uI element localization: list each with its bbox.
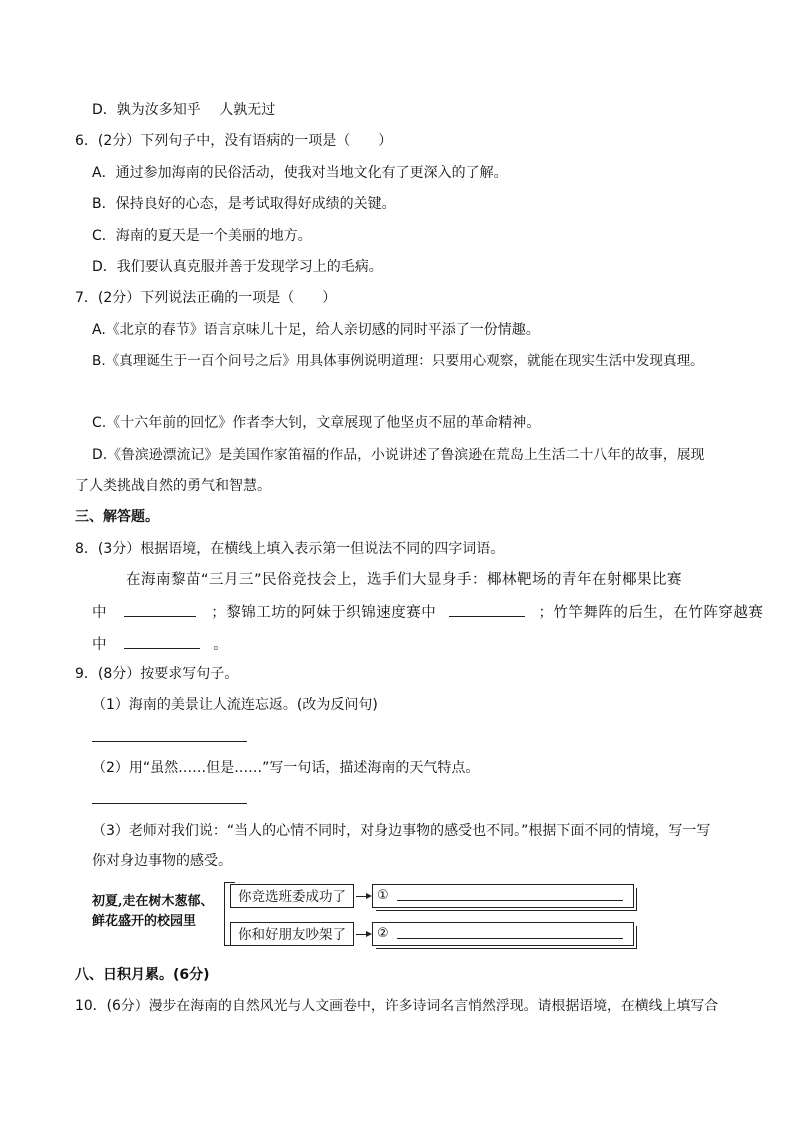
answer-line-2[interactable] bbox=[397, 938, 623, 939]
question-7: 7．(2分）下列说法正确的一项是（ ） bbox=[75, 290, 337, 306]
question-10: 10．(6分）漫步在海南的自然风光与人文画卷中，许多诗词名言悄然浮现。请根据语境，在横线上填写合 bbox=[75, 998, 719, 1014]
q9-subquestion-1: （1）海南的美景让人流连忘返。(改为反问句) bbox=[92, 697, 378, 713]
q5-option-d: D．孰为汝多知乎 人孰无过 bbox=[92, 102, 276, 118]
q6-option-b: B．保持良好的心态，是考试取得好成绩的关键。 bbox=[92, 196, 396, 212]
q7-option-d-continued: 了人类挑战自然的勇气和智慧。 bbox=[75, 478, 271, 494]
q8-blank-1[interactable] bbox=[124, 602, 196, 617]
question-8: 8．(3分）根据语境，在横线上填入表示第一但说法不同的四字词语。 bbox=[75, 541, 505, 557]
q9-subquestion-3: （3）老师对我们说：“当人的心情不同时，对身边事物的感受也不同。”根据下面不同的情境，写一写 bbox=[92, 823, 711, 839]
section-8-heading: 八、日积月累。(6分) bbox=[75, 967, 210, 983]
q8-text: ；竹竿舞阵的后生，在竹阵穿越赛 bbox=[538, 605, 764, 621]
answer-box-2[interactable] bbox=[372, 922, 634, 946]
q7-option-d: D.《鲁滨逊漂流记》是美国作家笛福的作品，小说讲述了鲁滨逊在荒岛上生活二十八年的故事，展现 bbox=[92, 447, 705, 463]
circled-number-1: ① bbox=[377, 888, 389, 903]
circled-number-2: ② bbox=[377, 926, 389, 941]
q6-option-d: D．我们要认真克服并善于发现学习上的毛病。 bbox=[92, 259, 383, 275]
q8-text: 。 bbox=[213, 637, 229, 653]
scene-line-1: 初夏,走在树木葱郁、 bbox=[92, 894, 214, 909]
q8-passage-line3 bbox=[92, 634, 228, 654]
arrow-right-icon bbox=[356, 934, 370, 935]
q8-text: 中 bbox=[92, 605, 107, 621]
q8-passage-line1: 在海南黎苗“三月三”民俗竞技会上，选手们大显身手：椰林靶场的青年在射椰果比赛 bbox=[126, 572, 683, 588]
q7-option-a: A.《北京的春节》语言京味儿十足，给人亲切感的同时平添了一份情趣。 bbox=[92, 322, 540, 338]
q8-text: 中 bbox=[92, 637, 107, 653]
q7-option-b: B.《真理诞生于一百个问号之后》用具体事例说明道理：只要用心观察，就能在现实生活中发现真理。 bbox=[92, 353, 704, 369]
scene-line-2: 鲜花盛开的校园里 bbox=[92, 914, 197, 929]
q9-subquestion-2: （2）用“虽然……但是……”写一句话，描述海南的天气特点。 bbox=[92, 760, 480, 776]
question-6: 6．(2分）下列句子中，没有语病的一项是（ ） bbox=[75, 133, 393, 149]
q6-option-a: A．通过参加海南的民俗活动，使我对当地文化有了更深入的了解。 bbox=[92, 165, 508, 181]
q9-answer-line-1[interactable] bbox=[92, 741, 247, 742]
answer-box-1[interactable] bbox=[372, 884, 634, 908]
situation-box-1: 你竞选班委成功了 bbox=[230, 884, 354, 908]
q8-blank-3[interactable] bbox=[124, 634, 200, 649]
question-9: 9．(8分）按要求写句子。 bbox=[75, 666, 239, 682]
q9-subquestion-3-continued: 你对身边事物的感受。 bbox=[92, 853, 232, 869]
section-3-heading: 三、解答题。 bbox=[75, 509, 159, 525]
arrow-right-icon bbox=[356, 896, 370, 897]
situation-diagram bbox=[90, 878, 650, 956]
q8-text: ；黎锦工坊的阿妹于织锦速度赛中 bbox=[211, 605, 437, 621]
situation-box-2: 你和好朋友吵架了 bbox=[230, 922, 354, 946]
q9-answer-line-2[interactable] bbox=[92, 803, 247, 804]
scene-description bbox=[92, 892, 222, 932]
q7-option-c: C.《十六年前的回忆》作者李大钊，文章展现了他坚贞不屈的革命精神。 bbox=[92, 415, 541, 431]
answer-line-1[interactable] bbox=[397, 900, 623, 901]
q8-blank-2[interactable] bbox=[449, 602, 525, 617]
q6-option-c: C．海南的夏天是一个美丽的地方。 bbox=[92, 228, 312, 244]
q8-passage-line2 bbox=[92, 602, 763, 622]
